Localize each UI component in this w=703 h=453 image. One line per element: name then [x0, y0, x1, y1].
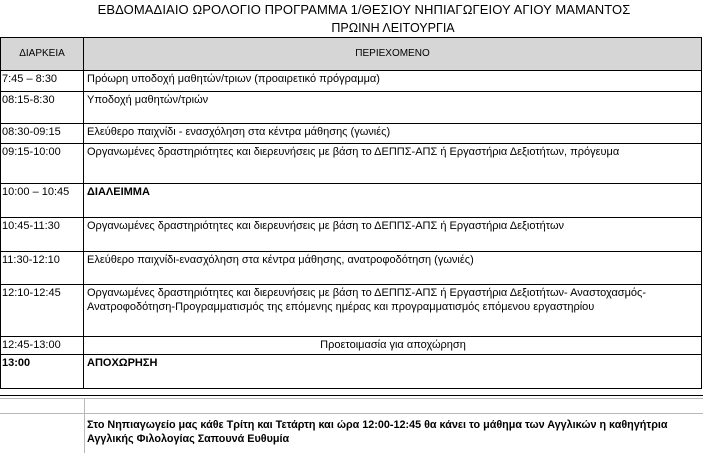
- row-time: 08:30-09:15: [1, 124, 84, 144]
- row-time: 08:15-8:30: [1, 92, 84, 124]
- table-row: [1, 92, 702, 124]
- table-row: [1, 144, 702, 184]
- row-content: Οργανωμένες δραστηριότητες και διερευνήσεις με βάση το ΔΕΠΠΣ-ΑΠΣ ή Εργαστήρια Δεξιοτήτων: [84, 218, 702, 252]
- duration-column-header: ΔΙΑΡΚΕΙΑ: [1, 38, 84, 71]
- row-time: 10:45-11:30: [1, 218, 84, 252]
- table-row: [1, 337, 702, 355]
- row-content-departure: ΑΠΟΧΩΡΗΣΗ: [84, 355, 702, 389]
- row-time: 12:10-12:45: [1, 285, 84, 337]
- header-row: [1, 38, 702, 71]
- table-row: [1, 71, 702, 92]
- row-time: 13:00: [1, 355, 84, 389]
- row-content: Οργανωμένες δραστηριότητες και διερευνήσεις με βάση το ΔΕΠΠΣ-ΑΠΣ ή Εργαστήρια Δεξιοτήτων, πρόγευμα: [84, 144, 702, 184]
- table-row: [1, 124, 702, 144]
- row-time: 12:45-13:00: [1, 337, 84, 355]
- row-content: Υποδοχή μαθητών/τριών: [84, 92, 702, 124]
- table-row: [1, 184, 702, 218]
- page-title: ΕΒΔΟΜΑΔΙΑΙΟ ΩΡΟΛΟΓΙΟ ΠΡΟΓΡΑΜΜΑ 1/ΘΕΣΙΟΥ ΝΗΠΙΑΓΩΓΕΙΟΥ ΑΓΙΟΥ ΜΑΜΑΝΤΟΣ: [97, 2, 631, 17]
- table-row: [1, 355, 702, 389]
- table-row: [1, 285, 702, 337]
- gridline: [0, 413, 703, 414]
- row-content: Οργανωμένες δραστηριότητες και διερευνήσεις με βάση το ΔΕΠΠΣ-ΑΠΣ ή Εργαστήρια Δεξιοτήτων- Αναστοχασμός-Ανατροφοδότηση-Προγραμματισμός της επόμενης ημέρας και προγραμματισμός επόμενου εργαστηρίου: [84, 285, 702, 337]
- content-column-header: ΠΕΡΙΕΧΟΜΕΝΟ: [84, 38, 702, 71]
- divider-line: [0, 395, 703, 396]
- table-row: [1, 218, 702, 252]
- schedule-table: [0, 37, 702, 389]
- row-content: Προετοιμασία για αποχώρηση: [84, 337, 702, 355]
- gridline: [84, 398, 85, 453]
- row-content: Ελεύθερο παιχνίδι - ενασχόληση στα κέντρα μάθησης (γωνιές): [84, 124, 702, 144]
- row-content: Πρόωρη υποδοχή μαθητών/τριων (προαιρετικό πρόγραμμα): [84, 71, 702, 92]
- table-row: [1, 252, 702, 285]
- row-time: 11:30-12:10: [1, 252, 84, 285]
- row-time: 7:45 – 8:30: [1, 71, 84, 92]
- divider-line: [0, 398, 703, 399]
- row-time: 09:15-10:00: [1, 144, 84, 184]
- row-content-break: ΔΙΑΛΕΙΜΜΑ: [84, 184, 702, 218]
- row-content: Ελεύθερο παιχνίδι-ενασχόληση στα κέντρα μάθησης, ανατροφοδότηση (γωνιές): [84, 252, 702, 285]
- row-time: 10:00 – 10:45: [1, 184, 84, 218]
- page-subtitle: ΠΡΩΙΝΗ ΛΕΙΤΟΥΡΓΙΑ: [331, 21, 455, 35]
- footer-note: Στο Νηπιαγωγείο μας κάθε Τρίτη και Τετάρτη και ώρα 12:00-12:45 θα κάνει το μάθημα των Αγγλικών η καθηγήτρια Αγγλικής Φιλολογίας Σαπουνά Ευθυμία: [87, 419, 668, 445]
